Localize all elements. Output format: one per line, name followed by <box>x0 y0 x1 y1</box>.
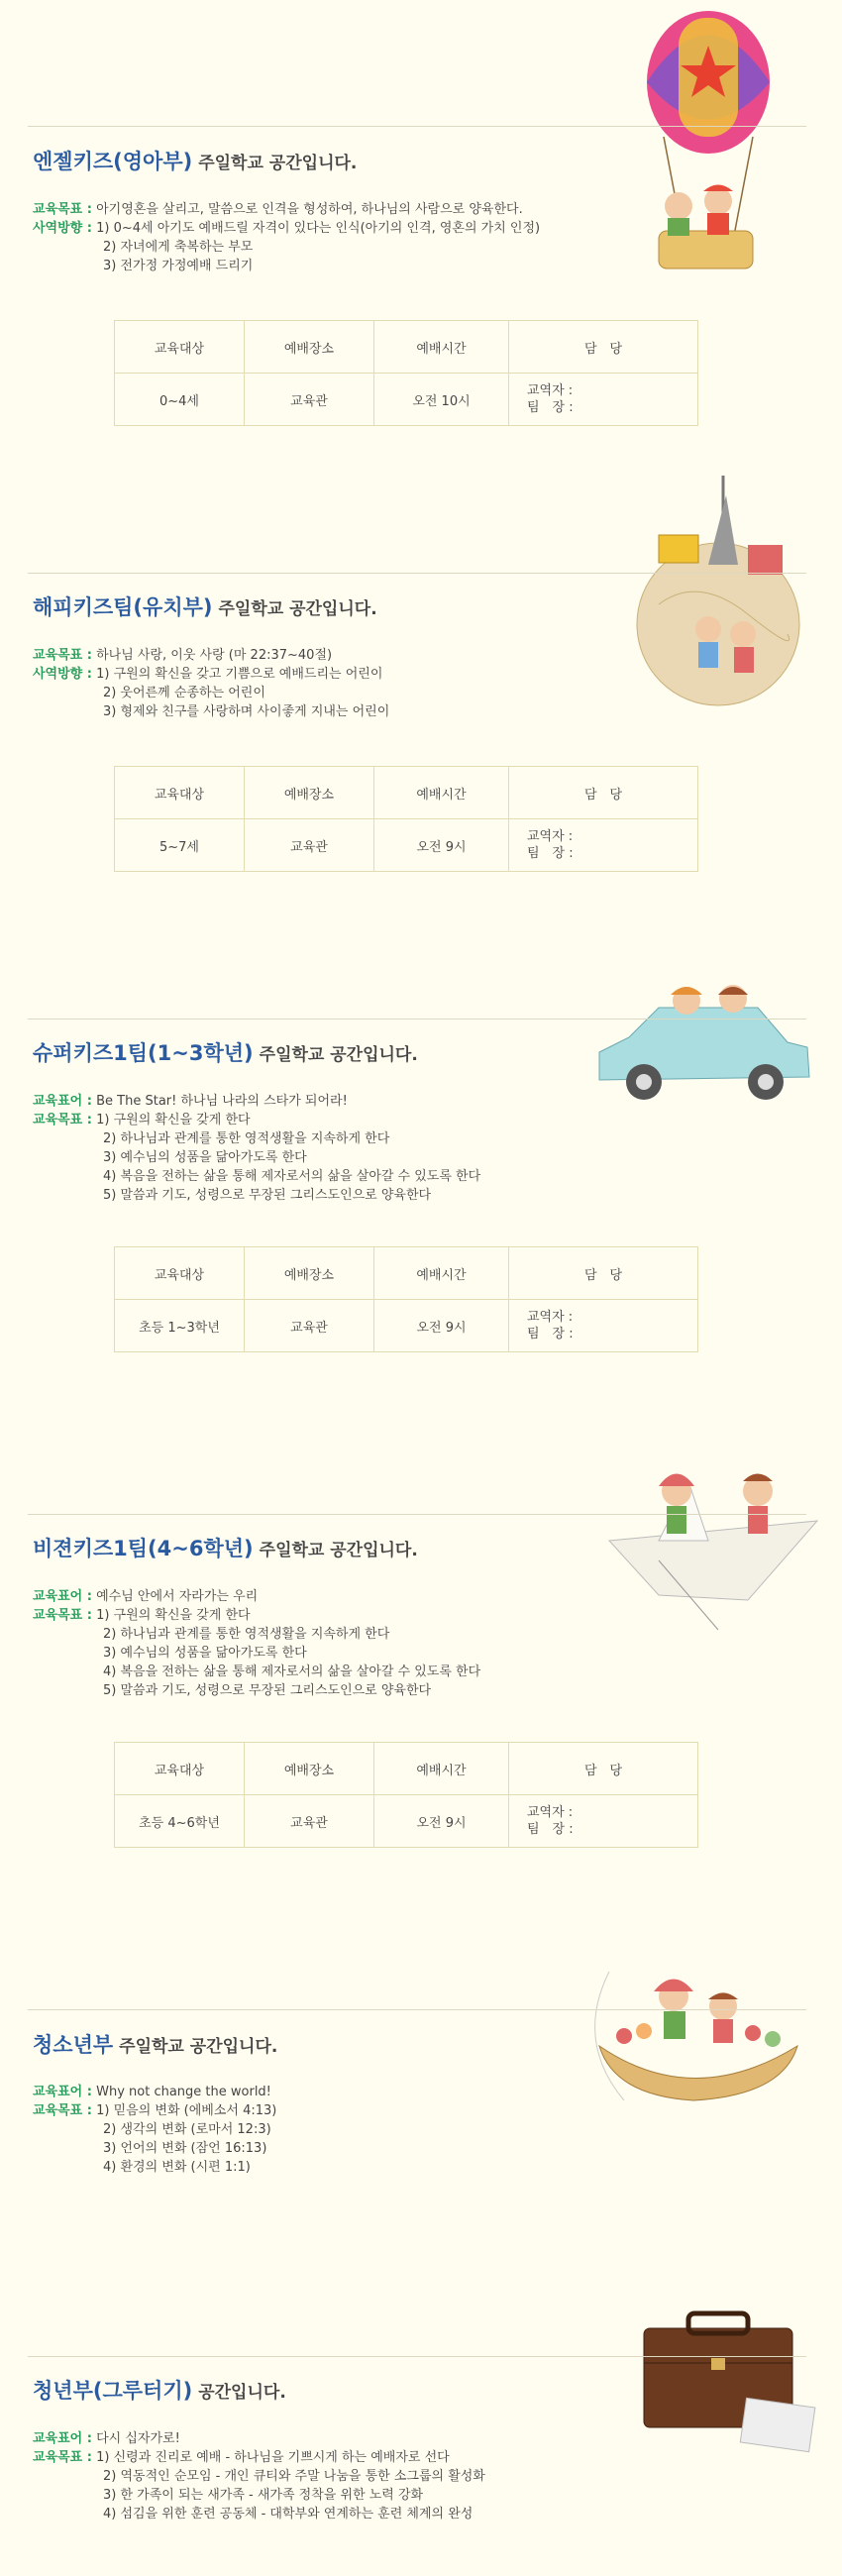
line-text: 3) 예수님의 성품을 닮아가도록 한다 <box>103 1646 307 1661</box>
section-description <box>33 646 389 721</box>
section-description <box>33 2083 276 2177</box>
cell-target: 0~4세 <box>115 374 245 426</box>
description-line <box>33 1129 480 1148</box>
line-text: 2) 하나님과 관계를 통한 영적생활을 지속하게 한다 <box>103 1627 390 1642</box>
line-label: 사역방향 : <box>33 221 92 236</box>
section-title-name: 청소년부 <box>33 2033 114 2057</box>
section-title-suffix: 주일학교 공간입니다. <box>198 154 358 173</box>
description-line <box>33 702 389 721</box>
description-line <box>33 2429 485 2448</box>
description-line <box>33 665 389 684</box>
line-text: 1) 구원의 확신을 갖고 기쁨으로 예배드리는 어린이 <box>96 667 383 682</box>
section-title <box>33 2375 286 2405</box>
line-text: 하나님 사랑, 이웃 사랑 (마 22:37~40절) <box>96 648 333 663</box>
worship-info-table <box>114 1246 698 1352</box>
section-title <box>33 146 357 175</box>
header-staff: 담 당 <box>509 1743 698 1795</box>
line-text: 5) 말씀과 기도, 성령으로 무장된 그리스도인으로 양육한다 <box>103 1188 432 1203</box>
description-line <box>33 2505 485 2523</box>
section-divider <box>28 1514 806 1515</box>
section-title-name: 슈퍼키즈1팀(1~3학년) <box>33 1041 254 1065</box>
table-header-row <box>115 1743 698 1795</box>
line-label: 교육목표 : <box>33 1608 92 1623</box>
line-label: 사역방향 : <box>33 667 92 682</box>
description-line <box>33 2467 485 2486</box>
description-line <box>33 219 540 238</box>
description-line <box>33 1111 480 1129</box>
briefcase-illustration <box>634 2308 822 2457</box>
description-line <box>33 1663 480 1681</box>
flower-boat-illustration <box>555 1952 822 2150</box>
header-time: 예배시간 <box>374 767 509 819</box>
header-place: 예배장소 <box>245 1247 374 1300</box>
line-label: 교육목표 : <box>33 2450 92 2465</box>
line-label: 교육목표 : <box>33 648 92 663</box>
cell-time: 오전 10시 <box>374 374 509 426</box>
section-description <box>33 1587 480 1700</box>
cell-staff <box>509 1795 698 1848</box>
cell-place: 교육관 <box>245 1795 374 1848</box>
section-divider <box>28 2356 806 2357</box>
section-divider <box>28 1019 806 1020</box>
line-text: 다시 십자가로! <box>96 2431 180 2446</box>
line-text: 3) 언어의 변화 (잠언 16:13) <box>103 2141 267 2156</box>
header-target: 교육대상 <box>115 1743 245 1795</box>
description-line <box>33 684 389 702</box>
line-text: 3) 형제와 친구를 사랑하며 사이좋게 지내는 어린이 <box>103 704 390 719</box>
line-text: 3) 예수님의 성품을 닮아가도록 한다 <box>103 1150 307 1165</box>
description-line <box>33 1186 480 1205</box>
line-text: 4) 섬김을 위한 훈련 공동체 - 대학부와 연계하는 훈련 체계의 완성 <box>103 2507 474 2522</box>
header-target: 교육대상 <box>115 767 245 819</box>
line-text: 3) 한 가족이 되는 새가족 - 새가족 정착을 위한 노력 강화 <box>103 2488 424 2503</box>
description-line <box>33 1625 480 1644</box>
line-text: 2) 웃어른께 순종하는 어린이 <box>103 686 265 700</box>
section-title-suffix: 주일학교 공간입니다. <box>119 2037 278 2057</box>
section-title-suffix: 주일학교 공간입니다. <box>259 1045 418 1065</box>
line-text: Be The Star! 하나님 나라의 스타가 되어라! <box>96 1094 348 1109</box>
cell-time: 오전 9시 <box>374 1795 509 1848</box>
line-label: 교육표어 : <box>33 2085 92 2099</box>
pastor-label: 교역자 : <box>527 383 574 398</box>
section-title <box>33 1533 418 1562</box>
line-label: 교육목표 : <box>33 202 92 217</box>
line-text: 4) 복음을 전하는 삶을 통해 제자로서의 삶을 살아갈 수 있도록 한다 <box>103 1664 481 1679</box>
table-row <box>115 819 698 872</box>
line-label: 교육표어 : <box>33 1589 92 1604</box>
section-divider <box>28 573 806 574</box>
leader-label: 팀 장 : <box>527 1822 574 1837</box>
line-label: 교육표어 : <box>33 2431 92 2446</box>
header-time: 예배시간 <box>374 321 509 374</box>
line-text: 2) 하나님과 관계를 통한 영적생활을 지속하게 한다 <box>103 1131 390 1146</box>
cell-staff <box>509 819 698 872</box>
line-text: 2) 생각의 변화 (로마서 12:3) <box>103 2122 271 2137</box>
description-line <box>33 2158 276 2177</box>
line-text: 1) 구원의 확신을 갖게 한다 <box>96 1608 251 1623</box>
section-title-suffix: 주일학교 공간입니다. <box>218 599 377 619</box>
table-header-row <box>115 321 698 374</box>
leader-label: 팀 장 : <box>527 846 574 861</box>
section-description <box>33 200 540 275</box>
line-text: 5) 말씀과 기도, 성령으로 무장된 그리스도인으로 양육한다 <box>103 1683 432 1698</box>
worship-info-table <box>114 1742 698 1848</box>
line-text: 3) 전가정 가정예배 드리기 <box>103 259 254 273</box>
line-text: 4) 복음을 전하는 삶을 통해 제자로서의 삶을 살아갈 수 있도록 한다 <box>103 1169 481 1184</box>
description-line <box>33 1167 480 1186</box>
table-row <box>115 1300 698 1352</box>
cell-target: 5~7세 <box>115 819 245 872</box>
table-header-row <box>115 1247 698 1300</box>
description-line <box>33 1148 480 1167</box>
cell-place: 교육관 <box>245 1300 374 1352</box>
description-line <box>33 1644 480 1663</box>
description-line <box>33 2120 276 2139</box>
description-line <box>33 2083 276 2101</box>
cell-place: 교육관 <box>245 374 374 426</box>
section-description <box>33 2429 485 2523</box>
section-title-suffix: 공간입니다. <box>198 2383 286 2403</box>
table-row <box>115 1795 698 1848</box>
header-staff: 담 당 <box>509 321 698 374</box>
description-line <box>33 238 540 257</box>
cell-target: 초등 1~3학년 <box>115 1300 245 1352</box>
hot-air-balloon-illustration <box>624 8 783 285</box>
header-place: 예배장소 <box>245 321 374 374</box>
description-line <box>33 257 540 275</box>
section-divider <box>28 126 806 127</box>
line-text: 1) 신령과 진리로 예배 - 하나님을 기쁘시게 하는 예배자로 선다 <box>96 2450 450 2465</box>
section-title-name: 해피키즈팀(유치부) <box>33 595 213 619</box>
description-line <box>33 200 540 219</box>
line-text: 2) 자녀에게 축복하는 부모 <box>103 240 254 255</box>
description-line <box>33 646 389 665</box>
line-label: 교육목표 : <box>33 1113 92 1127</box>
description-line <box>33 1587 480 1606</box>
header-staff: 담 당 <box>509 767 698 819</box>
line-text: 1) 0~4세 아기도 예배드릴 자격이 있다는 인식(아기의 인격, 영혼의 가치 인정) <box>96 221 541 236</box>
header-time: 예배시간 <box>374 1743 509 1795</box>
line-label: 교육표어 : <box>33 1094 92 1109</box>
worship-info-table <box>114 766 698 872</box>
pastor-label: 교역자 : <box>527 829 574 844</box>
header-target: 교육대상 <box>115 321 245 374</box>
section-title <box>33 591 377 621</box>
header-place: 예배장소 <box>245 767 374 819</box>
cell-staff <box>509 374 698 426</box>
header-target: 교육대상 <box>115 1247 245 1300</box>
cell-time: 오전 9시 <box>374 1300 509 1352</box>
section-title <box>33 1037 418 1067</box>
description-line <box>33 1092 480 1111</box>
line-text: 예수님 안에서 자라가는 우리 <box>96 1589 259 1604</box>
line-text: 1) 믿음의 변화 (에베소서 4:13) <box>96 2103 277 2118</box>
globe-travel-illustration <box>609 466 817 723</box>
description-line <box>33 1606 480 1625</box>
description-line <box>33 2486 485 2505</box>
line-text: 1) 구원의 확신을 갖게 한다 <box>96 1113 251 1127</box>
section-title-name: 청년부(그루터기) <box>33 2379 193 2403</box>
leader-label: 팀 장 : <box>527 400 574 415</box>
car-illustration <box>589 983 817 1107</box>
section-divider <box>28 2009 806 2010</box>
section-title-suffix: 주일학교 공간입니다. <box>259 1541 418 1560</box>
section-description <box>33 1092 480 1205</box>
line-text: 2) 역동적인 순모임 - 개인 큐티와 주말 나눔을 통한 소그룹의 활성화 <box>103 2469 485 2484</box>
paper-boat-illustration <box>599 1451 827 1635</box>
leader-label: 팀 장 : <box>527 1327 574 1342</box>
line-text: 4) 환경의 변화 (시편 1:1) <box>103 2160 251 2175</box>
line-text: 아기영혼을 살리고, 말씀으로 인격을 형성하여, 하나님의 사람으로 양육한다. <box>96 202 523 217</box>
section-title-name: 비젼키즈1팀(4~6학년) <box>33 1537 254 1560</box>
pastor-label: 교역자 : <box>527 1310 574 1325</box>
section-title-name: 엔젤키즈(영아부) <box>33 150 193 173</box>
table-row <box>115 374 698 426</box>
cell-time: 오전 9시 <box>374 819 509 872</box>
description-line <box>33 1681 480 1700</box>
cell-target: 초등 4~6학년 <box>115 1795 245 1848</box>
description-line <box>33 2139 276 2158</box>
worship-info-table <box>114 320 698 426</box>
table-header-row <box>115 767 698 819</box>
header-staff: 담 당 <box>509 1247 698 1300</box>
section-title <box>33 2029 277 2059</box>
cell-staff <box>509 1300 698 1352</box>
pastor-label: 교역자 : <box>527 1805 574 1820</box>
description-line <box>33 2101 276 2120</box>
header-place: 예배장소 <box>245 1743 374 1795</box>
description-line <box>33 2448 485 2467</box>
cell-place: 교육관 <box>245 819 374 872</box>
line-text: Why not change the world! <box>96 2085 271 2099</box>
header-time: 예배시간 <box>374 1247 509 1300</box>
line-label: 교육목표 : <box>33 2103 92 2118</box>
